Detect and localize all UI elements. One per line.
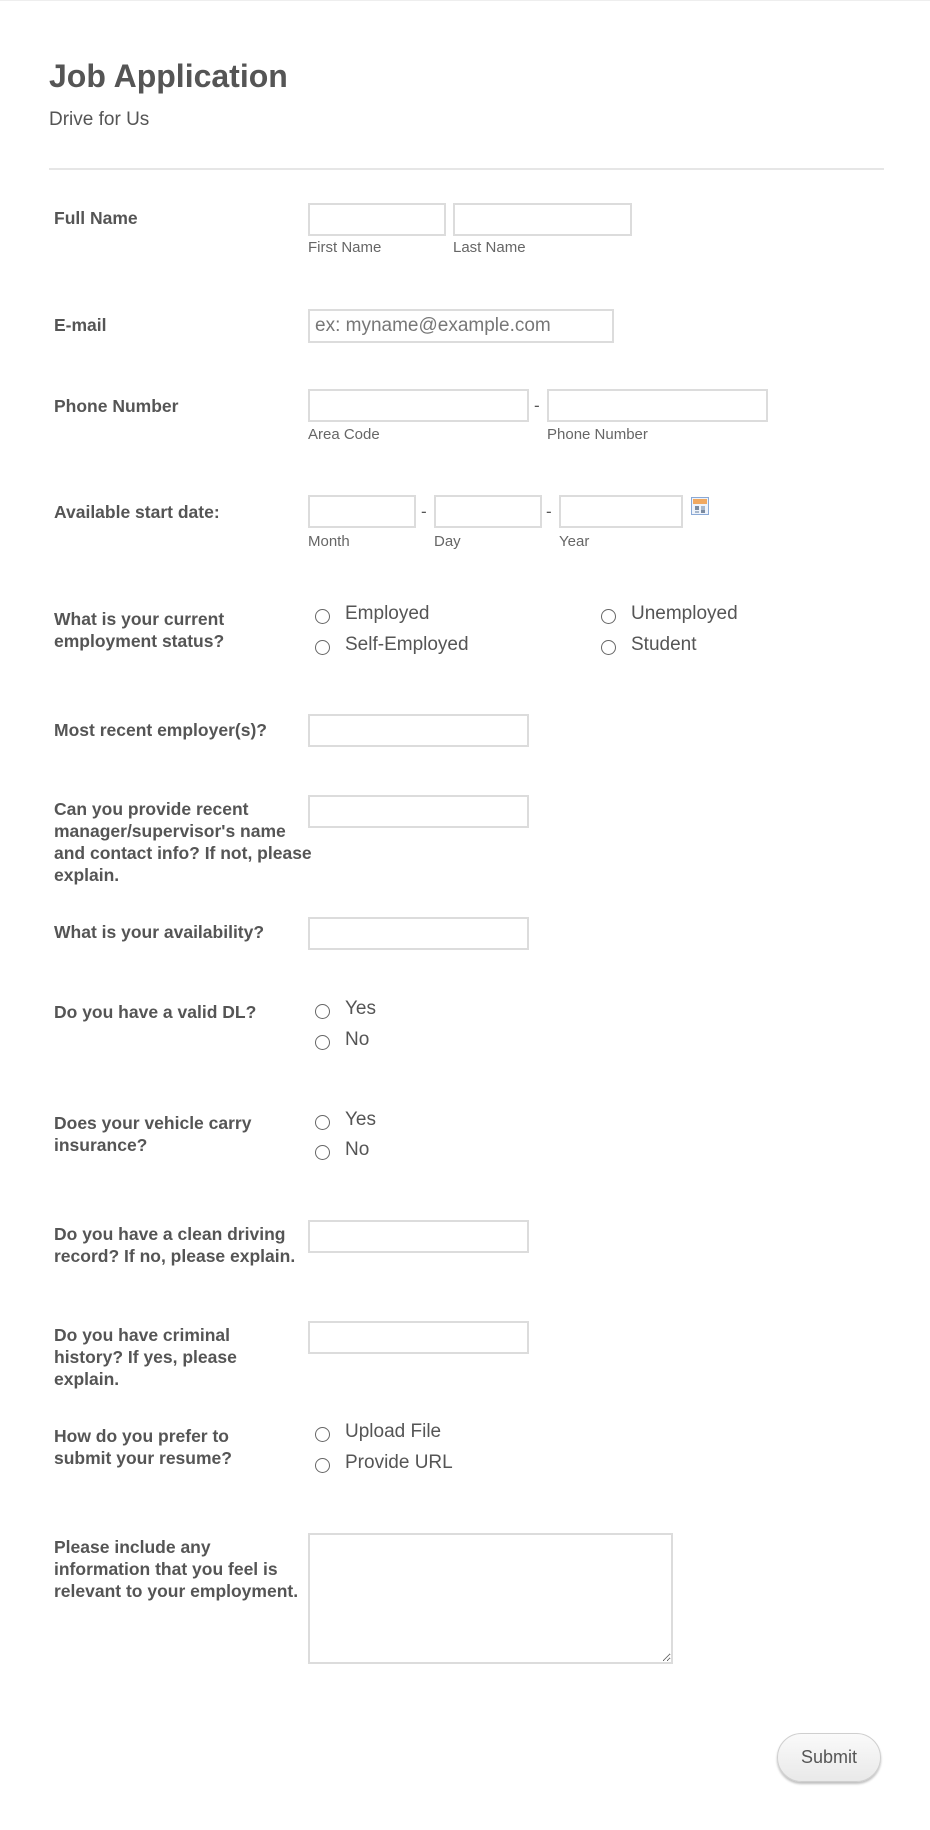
radio-dl-yes[interactable]: Yes [315,998,376,1020]
radio-circle-icon[interactable] [315,1115,330,1130]
last-name-sublabel: Last Name [453,239,526,256]
month-input[interactable] [308,495,416,528]
radio-employed[interactable]: Employed [315,603,430,625]
clean-record-input[interactable] [308,1220,529,1253]
phone-label: Phone Number [54,396,179,416]
month-sublabel: Month [308,533,350,550]
radio-circle-icon[interactable] [315,1035,330,1050]
radio-circle-icon[interactable] [315,640,330,655]
vehicle-insurance-label: Does your vehicle carry insurance? [54,1113,252,1155]
email-input[interactable] [308,309,614,343]
employment-status-label: What is your current employment status? [54,609,225,651]
criminal-history-input[interactable] [308,1321,529,1354]
manager-contact-input[interactable] [308,795,529,828]
year-sublabel: Year [559,533,590,550]
date-separator-2: - [546,502,552,521]
radio-insurance-no[interactable]: No [315,1139,369,1161]
radio-upload-file[interactable]: Upload File [315,1421,441,1443]
day-input[interactable] [434,495,542,528]
email-label: E-mail [54,315,107,335]
first-name-sublabel: First Name [308,239,382,256]
radio-unemployed[interactable]: Unemployed [601,603,738,625]
form-subtitle: Drive for Us [49,109,150,130]
first-name-input[interactable] [308,203,446,236]
phone-separator: - [534,396,540,415]
additional-info-label: Please include any information that you feel is relevant to your employment. [54,1537,299,1601]
phone-number-sublabel: Phone Number [547,426,648,443]
radio-circle-icon[interactable] [315,609,330,624]
submit-button[interactable]: Submit [777,1733,881,1782]
valid-dl-label: Do you have a valid DL? [54,1002,257,1022]
radio-dl-no[interactable]: No [315,1029,369,1051]
criminal-history-label: Do you have criminal history? If yes, please explain. [54,1325,237,1389]
radio-provide-url[interactable]: Provide URL [315,1452,453,1474]
radio-insurance-yes[interactable]: Yes [315,1109,376,1131]
radio-circle-icon[interactable] [315,1145,330,1160]
resume-method-label: How do you prefer to submit your resume? [54,1426,232,1468]
start-date-label: Available start date: [54,502,220,522]
recent-employer-input[interactable] [308,714,529,747]
date-separator-1: - [421,502,427,521]
availability-input[interactable] [308,917,529,950]
radio-circle-icon[interactable] [601,640,616,655]
phone-number-input[interactable] [547,389,768,422]
availability-label: What is your availability? [54,922,265,942]
clean-record-label: Do you have a clean driving record? If no, please explain. [54,1224,296,1266]
manager-contact-label: Can you provide recent manager/supervisor's name and contact info? If not, please explain. [54,799,312,885]
day-sublabel: Day [434,533,461,550]
full-name-label: Full Name [54,208,138,228]
recent-employer-label: Most recent employer(s)? [54,720,267,740]
radio-circle-icon[interactable] [601,609,616,624]
radio-circle-icon[interactable] [315,1427,330,1442]
area-code-sublabel: Area Code [308,426,380,443]
radio-circle-icon[interactable] [315,1004,330,1019]
calendar-icon[interactable] [691,497,709,515]
additional-info-textarea[interactable] [308,1533,673,1664]
radio-student[interactable]: Student [601,634,697,656]
top-border [0,0,930,1]
year-input[interactable] [559,495,683,528]
header-divider [49,168,884,170]
last-name-input[interactable] [453,203,632,236]
area-code-input[interactable] [308,389,529,422]
radio-circle-icon[interactable] [315,1458,330,1473]
radio-self-employed[interactable]: Self-Employed [315,634,469,656]
form-title: Job Application [49,58,288,94]
